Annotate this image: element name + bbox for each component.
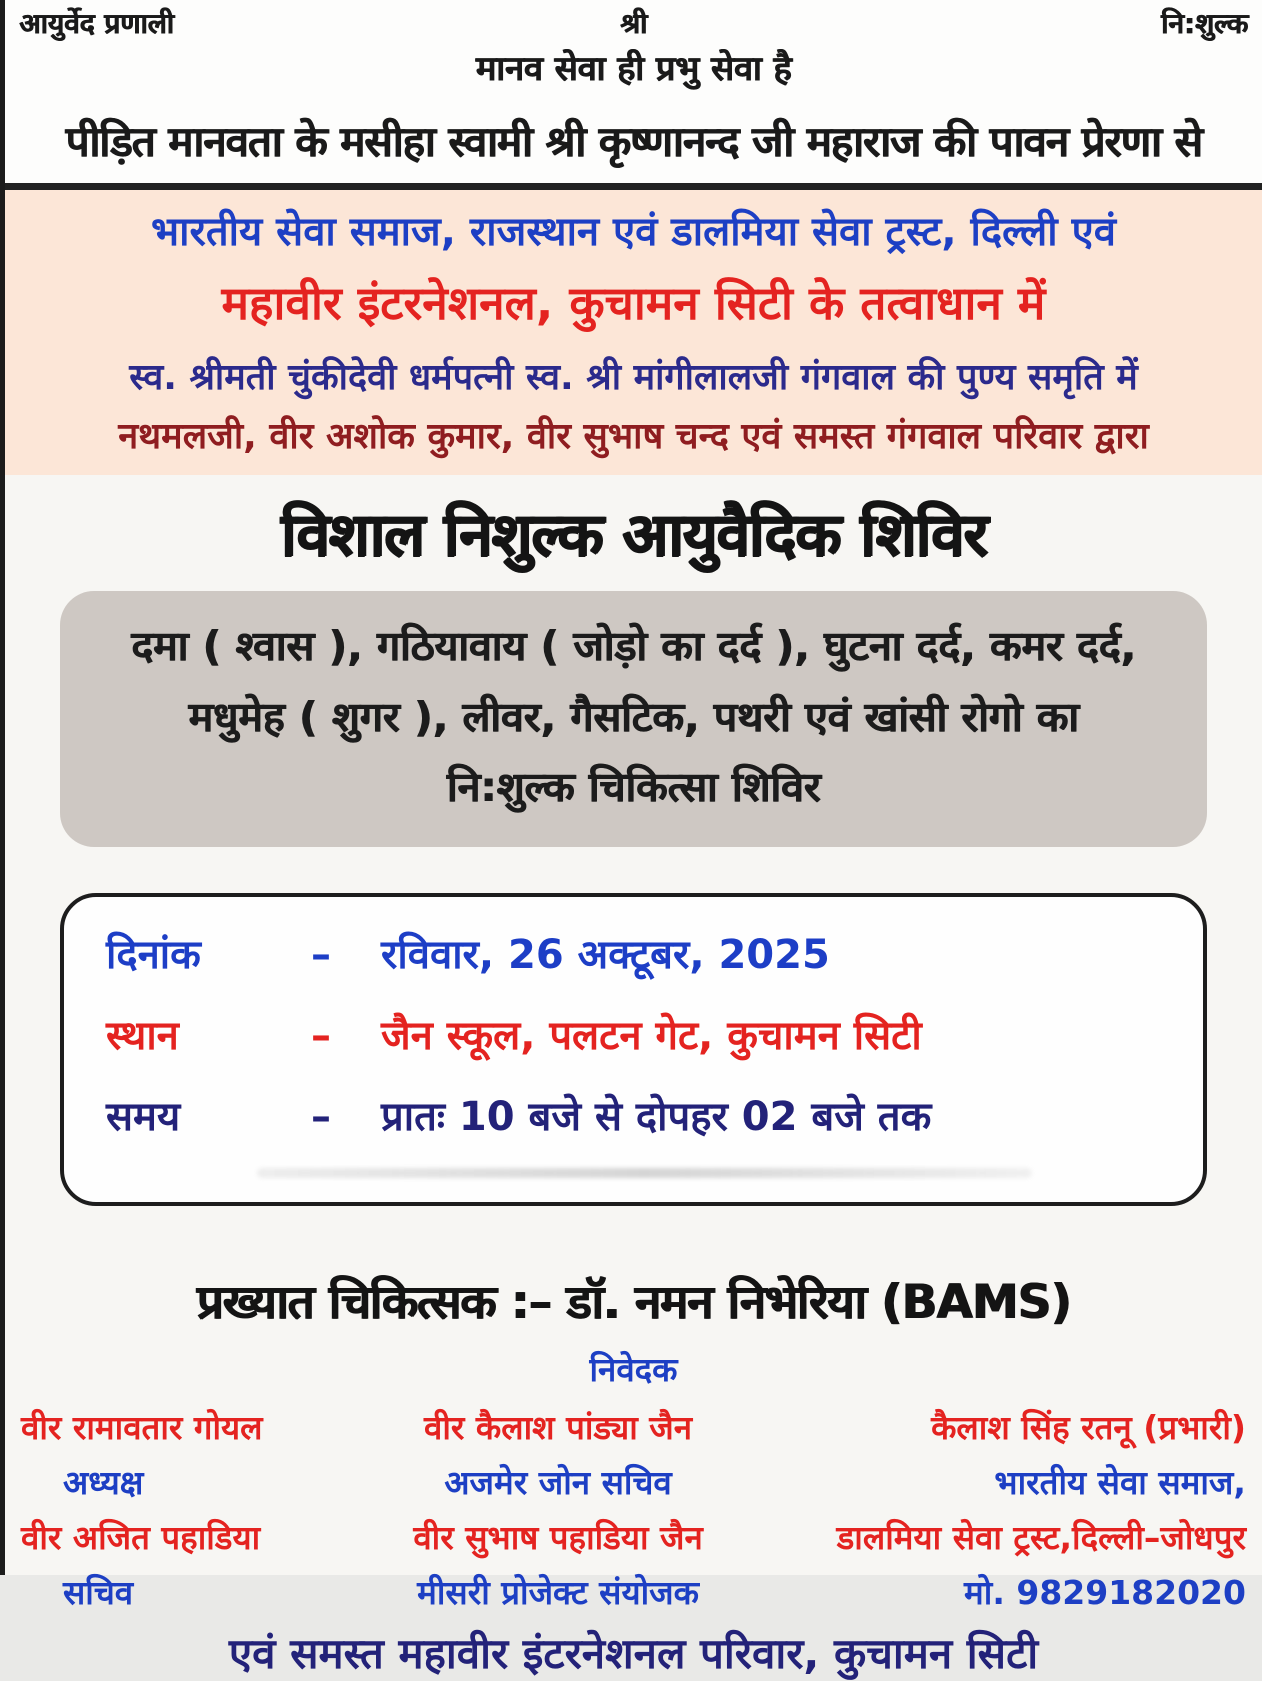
motto-line: मानव सेवा ही प्रभु सेवा है (475, 49, 792, 89)
date-dash: – (311, 931, 331, 978)
inspiration-line: पीड़ित मानवता के मसीहा स्वामी श्री कृष्णानन्द जी महाराज की पावन प्रेरणा से (65, 117, 1202, 166)
nivedak-heading: निवेदक (589, 1349, 678, 1389)
person-title: अजमेर जोन सचिव (444, 1462, 672, 1502)
venue-label: स्थान (106, 1012, 179, 1059)
ailments-line-3: नि:शुल्क चिकित्सा शिविर (446, 763, 821, 812)
schedule-row-time (106, 1087, 1183, 1142)
committee-grid (5, 1407, 1262, 1614)
person-name: कैलाश सिंह रतनू (प्रभारी) (931, 1407, 1246, 1447)
schedule-box (60, 893, 1207, 1206)
ailments-box (60, 591, 1207, 847)
time-dash: – (311, 1093, 331, 1140)
person-title: मीसरी प्रोजेक्ट संयोजक (417, 1573, 699, 1613)
faded-erased-text-artifact (257, 1168, 1032, 1178)
organizers-mahavir-line: महावीर इंटरनेशनल, कुचामन सिटी के तत्वाधान में (221, 276, 1046, 330)
date-value: रविवार, 26 अक्टूबर, 2025 (381, 931, 830, 978)
person-name: वीर रामावतार गोयल (21, 1407, 263, 1447)
person-name: वीर कैलाश पांड्या जैन (424, 1407, 693, 1447)
person-name: डालमिया सेवा ट्रस्ट,दिल्ली–जोधपुर (836, 1518, 1246, 1558)
ailments-line-1: दमा ( श्वास ), गठियावाय ( जोड़ो का दर्द ), घुटना दर्द, कमर दर्द, (131, 622, 1136, 670)
person-title: मो. 9829182020 (964, 1573, 1246, 1613)
date-label: दिनांक (106, 931, 201, 978)
header-top-left-label: आयुर्वेद प्रणाली (19, 7, 174, 40)
memorial-dedication-line: स्व. श्रीमती चुंकीदेवी धर्मपत्नी स्व. श्री मांगीलालजी गंगवाल की पुण्य समृति में (129, 357, 1138, 398)
camp-title: विशाल निशुल्क आयुवैदिक शिविर (280, 500, 987, 570)
person-name: वीर अजित पहाडिया (21, 1518, 261, 1558)
family-sponsors-line: नथमलजी, वीर अशोक कुमार, वीर सुभाष चन्द एवं समस्त गंगवाल परिवार द्वारा (118, 416, 1149, 457)
person-title: भारतीय सेवा समाज, (994, 1462, 1246, 1502)
person-title: सचिव (63, 1573, 134, 1613)
organizers-societies-line: भारतीय सेवा समाज, राजस्थान एवं डालमिया सेवा ट्रस्ट, दिल्ली एवं (151, 209, 1116, 255)
schedule-row-date (106, 925, 1183, 980)
venue-dash: – (311, 1012, 331, 1059)
organizers-section (5, 190, 1262, 475)
header-top-row (19, 4, 1248, 42)
venue-value: जैन स्कूल, पलटन गेट, कुचामन सिटी (381, 1012, 922, 1059)
doctor-line: प्रख्यात चिकित्सक :– डॉ. नमन निभेरिया (BAMS) (196, 1274, 1071, 1330)
time-label: समय (106, 1093, 181, 1140)
footer-family-line: एवं समस्त महावीर इंटरनेशनल परिवार, कुचामन सिटी (228, 1628, 1039, 1678)
ailments-line-2: मधुमेह ( शुगर ), लीवर, गैसटिक, पथरी एवं खांसी रोगो का (188, 692, 1079, 741)
time-value: प्रातः 10 बजे से दोपहर 02 बजे तक (381, 1093, 932, 1140)
person-title: अध्यक्ष (63, 1462, 144, 1502)
schedule-row-venue (106, 1006, 1183, 1061)
header-section (5, 0, 1262, 190)
header-shri-label: श्री (619, 7, 648, 40)
header-free-label: नि:शुल्क (1160, 7, 1248, 40)
person-name: वीर सुभाष पहाडिया जैन (413, 1518, 703, 1558)
